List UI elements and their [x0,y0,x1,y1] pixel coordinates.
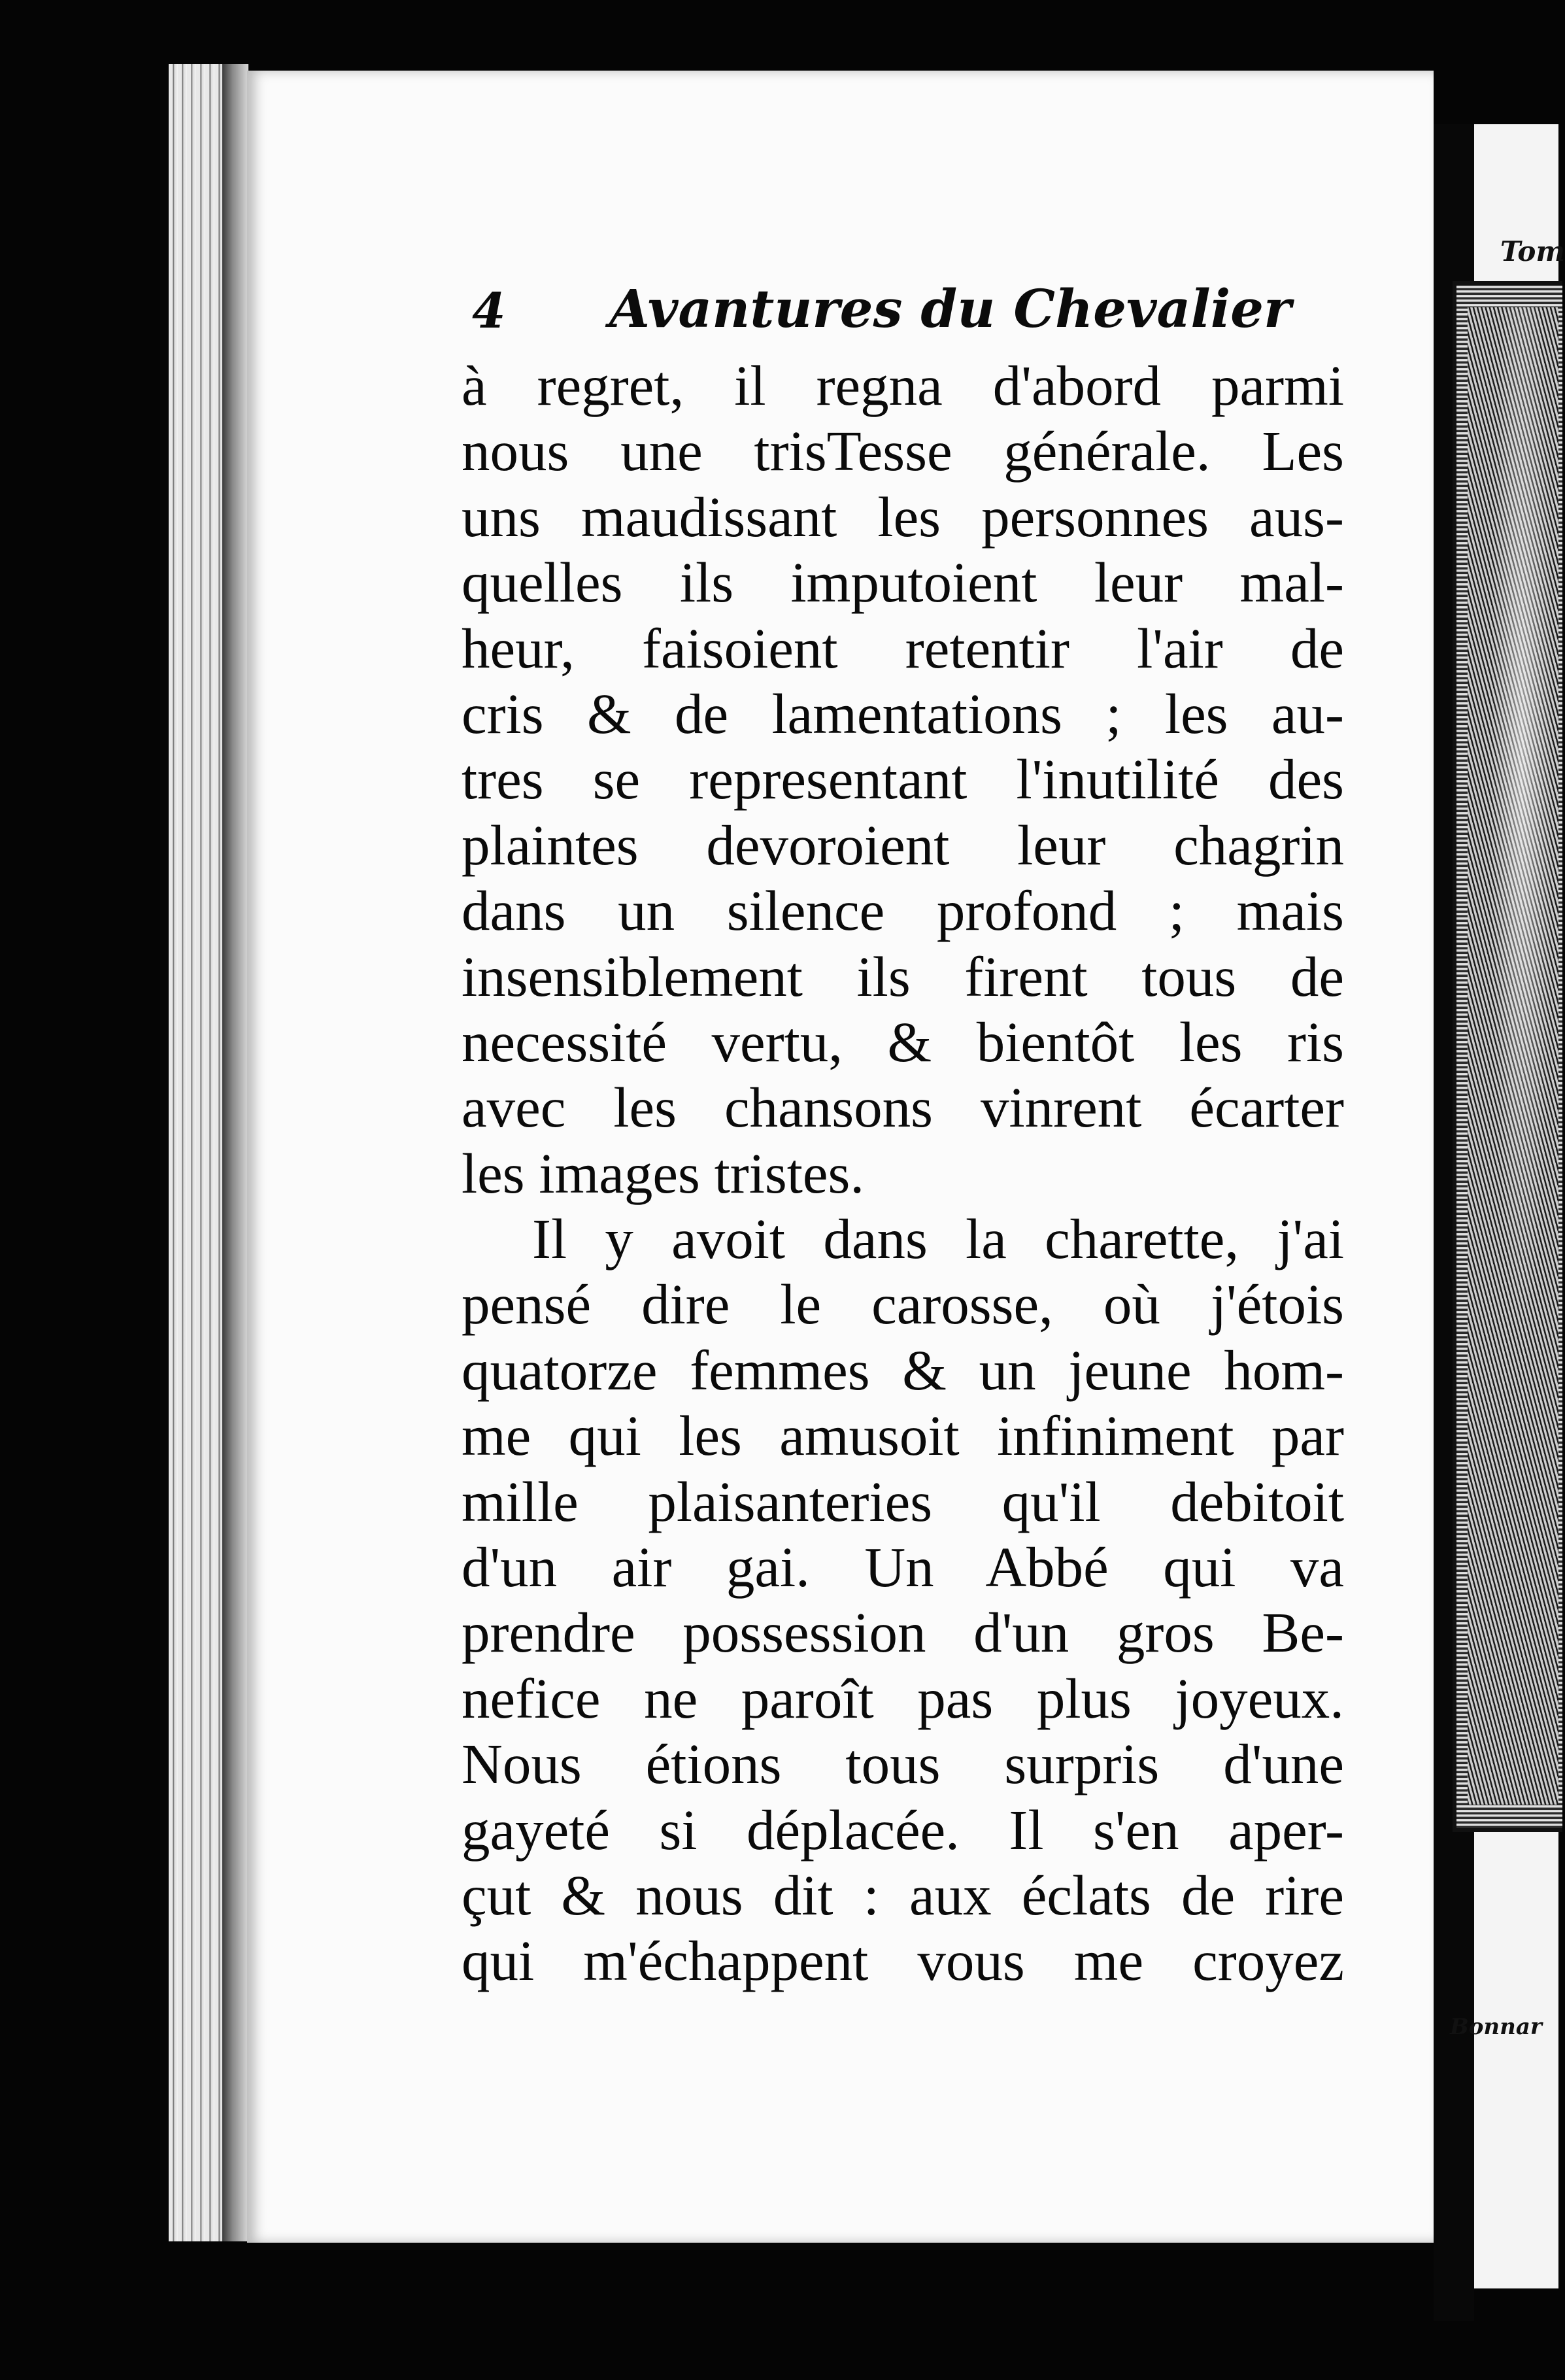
text-line: insensiblement ils firent tous de [462,944,1344,1008]
text-line: Il y avoit dans la charette, j'ai [532,1207,1344,1271]
text-line: quelles ils imputoient leur mal- [462,551,1344,615]
text-line: dans un silence profond ; mais [462,879,1344,943]
text-line: d'un air gai. Un Abbé qui va [462,1535,1344,1599]
running-head [472,278,1322,350]
text-line: me qui les amusoit infiniment par [462,1404,1344,1468]
text-line: les images tristes. [462,1141,865,1205]
facing-page-caption: Bonnar [1450,2014,1542,2040]
text-line: à regret, il regna d'abord parmi [462,354,1344,417]
text-line: quatorze femmes & un jeune hom- [462,1338,1344,1402]
page-number: 4 [472,283,506,339]
text-line: pensé dire le carosse, où j'étois [462,1272,1344,1336]
text-line: nous une trisTesse générale. Les [462,419,1344,483]
text-line: çut & nous dit : aux éclats de rire [462,1863,1344,1927]
text-line: heur, faisoient retentir l'air de [462,616,1344,680]
text-line: mille plaisanteries qu'il debitoit [462,1469,1344,1533]
text-line: plaintes devoroient leur chagrin [462,813,1344,877]
text-line: Nous étions tous surpris d'une [462,1732,1344,1796]
engraving-image [1468,307,1558,1805]
text-line: uns maudissant les personnes aus- [462,484,1344,549]
text-line: cris & de lamentations ; les au- [462,681,1344,745]
text-line: tres se representant l'inutilité des [462,747,1344,811]
text-line: prendre possession d'un gros Be- [462,1601,1344,1665]
running-title: Avantures du Chevalier [609,278,1292,339]
facing-page-header: Tom [1500,235,1565,267]
text-line: necessité vertu, & bientôt les ris [462,1010,1344,1074]
body-text [462,353,1344,1994]
text-line: nefice ne paroît pas plus joyeux. [462,1666,1344,1730]
text-line: avec les chansons vinrent écarter [462,1076,1344,1140]
text-line: gayeté si déplacée. Il s'en aper- [462,1797,1344,1862]
text-line: qui m'échappent vous me croyez [462,1929,1344,1993]
page-edge-shadow [222,64,248,2241]
